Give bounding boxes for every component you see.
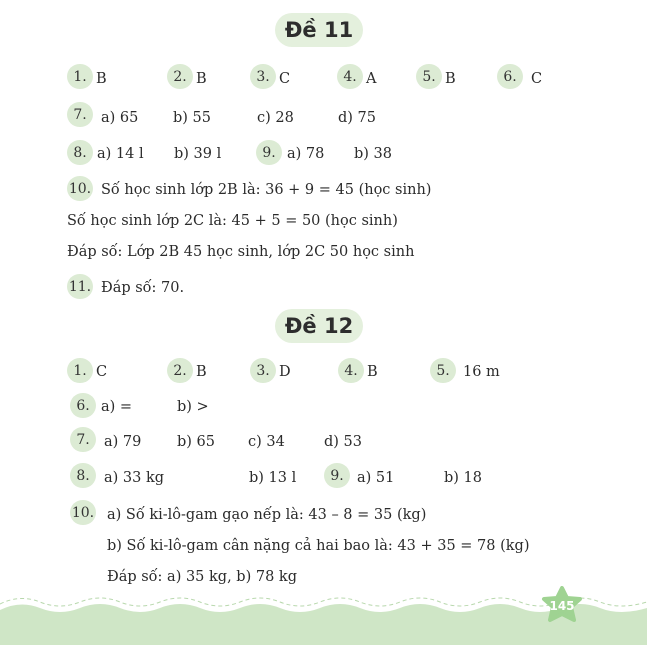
question-number-badge: 4.: [337, 64, 363, 89]
answer-part: b) 55: [173, 110, 211, 126]
solution-line: b) Số ki-lô-gam cân nặng cả hai bao là: 43 + 35 = 78 (kg): [107, 538, 530, 554]
question-number-badge: 3.: [250, 358, 276, 383]
question-number-badge: 8.: [70, 463, 96, 488]
answer-text: B: [445, 71, 456, 87]
question-number-badge: 10.: [70, 500, 96, 525]
question-number-badge: 9.: [324, 463, 350, 488]
answer-part: a) 14 l: [97, 146, 144, 162]
answer-part: b) >: [177, 399, 209, 415]
solution-line: Số học sinh lớp 2B là: 36 + 9 = 45 (học sinh): [101, 182, 432, 198]
answer-part: a) 78: [287, 146, 325, 162]
answer-text: C: [279, 71, 291, 87]
question-number-badge: 6.: [70, 393, 96, 418]
answer-text: A: [366, 71, 377, 87]
answer-text: C: [96, 364, 108, 380]
answer-part: a) =: [101, 399, 133, 415]
question-number-badge: 8.: [67, 140, 93, 165]
answer-text: B: [96, 71, 107, 87]
answer-text: Đáp số: 70.: [101, 280, 185, 296]
page-number: 145: [549, 599, 575, 613]
question-number-badge: 1.: [67, 358, 93, 383]
answer-text: 16 m: [463, 364, 500, 380]
answer-part: d) 53: [324, 434, 362, 450]
question-number-badge: 9.: [256, 140, 282, 165]
question-number-badge: 6.: [497, 64, 523, 89]
solution-line: Đáp số: a) 35 kg, b) 78 kg: [107, 569, 297, 585]
answer-text: B: [367, 364, 378, 380]
question-number-badge: 5.: [416, 64, 442, 89]
answer-text: D: [279, 364, 291, 380]
solution-line: Đáp số: Lớp 2B 45 học sinh, lớp 2C 50 học sinh: [67, 244, 415, 260]
answer-part: a) 79: [104, 434, 142, 450]
answer-part: b) 18: [444, 470, 482, 486]
question-number-badge: 3.: [250, 64, 276, 89]
answer-text: B: [196, 71, 207, 87]
question-number-badge: 2.: [167, 358, 193, 383]
answer-text: C: [531, 71, 543, 87]
question-number-badge: 4.: [338, 358, 364, 383]
answer-part: b) 38: [354, 146, 392, 162]
answer-part: a) 65: [101, 110, 139, 126]
question-number-badge: 2.: [167, 64, 193, 89]
question-number-badge: 7.: [67, 102, 93, 127]
question-number-badge: 11.: [67, 274, 93, 299]
answer-part: c) 34: [248, 434, 285, 450]
question-number-badge: 1.: [67, 64, 93, 89]
answer-part: a) 33 kg: [104, 470, 165, 486]
answer-text: B: [196, 364, 207, 380]
answer-part: b) 65: [177, 434, 215, 450]
section-title-de-12: Đề 12: [275, 309, 363, 343]
answer-part: d) 75: [338, 110, 376, 126]
answer-part: b) 39 l: [174, 146, 222, 162]
section-title-de-11: Đề 11: [275, 13, 363, 47]
answer-part: c) 28: [257, 110, 294, 126]
question-number-badge: 7.: [70, 427, 96, 452]
answer-part: b) 13 l: [249, 470, 297, 486]
solution-line: Số học sinh lớp 2C là: 45 + 5 = 50 (học sinh): [67, 213, 398, 229]
solution-line: a) Số ki-lô-gam gạo nếp là: 43 – 8 = 35 (kg): [107, 507, 427, 523]
question-number-badge: 5.: [430, 358, 456, 383]
question-number-badge: 10.: [67, 176, 93, 201]
answer-part: a) 51: [357, 470, 395, 486]
